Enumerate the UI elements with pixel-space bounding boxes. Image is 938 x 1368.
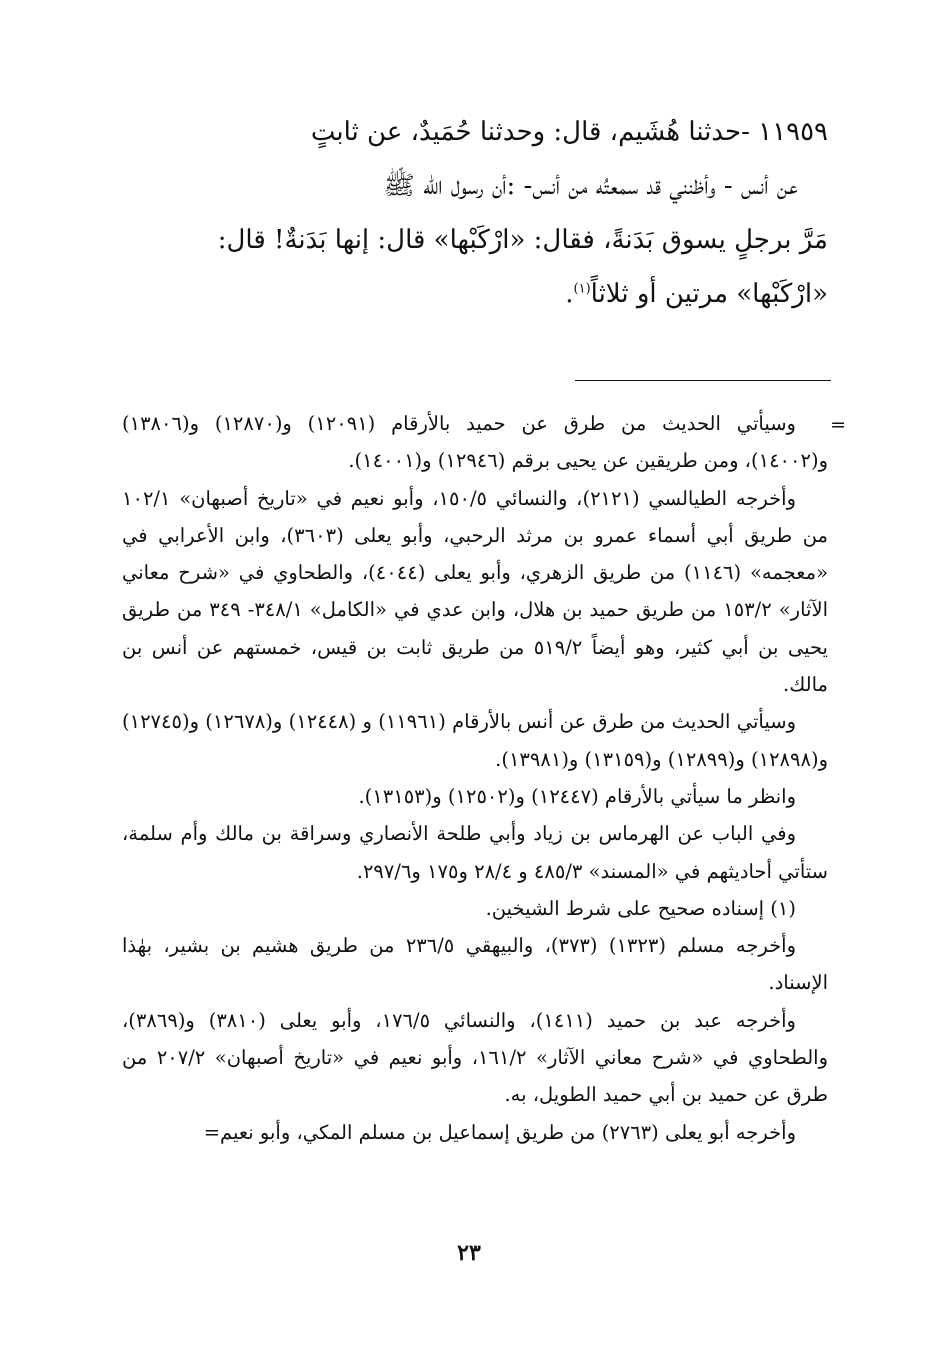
footnote-separator [575, 380, 831, 381]
hadith-line-4 [118, 267, 828, 321]
footnote-reference: (١) [573, 281, 591, 297]
footnote-paragraph: وفي الباب عن الهرماس بن زياد وأبي طلحة الأنصاري وسراقة بن مالك وأم سلمة، ستأتي أحاديثهم في «المسند» ٤٨٥/٣ و ٢٨/٤ و١٧٥ و٢٩٧/٦. [122, 822, 828, 883]
hadith-line-4-text: «ارْكَبْها» مرتين أو ثلاثاً [590, 279, 828, 309]
footnote-paragraph: وأخرجه مسلم (١٣٢٣) (٣٧٣)، والبيهقي ٢٣٦/٥ من طريق هشيم بن بشير، بهٰذا الإسناد. [122, 934, 828, 995]
hadith-end-period: . [565, 279, 574, 309]
hadith-text [118, 105, 828, 321]
footnote-paragraph: وانظر ما سيأتي بالأرقام (١٢٤٤٧) و(١٢٥٠٢) و(١٣١٥٣). [358, 784, 796, 808]
footnote-1-heading: (١) إسناده صحيح على شرط الشيخين. [485, 896, 796, 920]
hadith-line-1: ١١٩٥٩ -حدثنا هُشَيم، قال: وحدثنا حُمَيدٌ، عن ثابتٍ [310, 117, 828, 147]
footnote-paragraph: وسيأتي الحديث من طرق عن أنس بالأرقام (١١٩٦١) و (١٢٤٤٨) و(١٢٦٧٨) و(١٢٧٤٥) و(١٢٨٩٨) و(١٢٨٩٩) و(١٣١٥٩) و(١٣٩٨١). [122, 710, 828, 771]
footnote-paragraph: وأخرجه أبو يعلى (٢٧٦٣) من طريق إسماعيل بن مسلم المكي، وأبو نعيم= [203, 1120, 796, 1144]
hadith-line-3: مَرَّ برجلٍ يسوق بَدَنةً، فقال: «ارْكَبْها» قال: إنها بَدَنةٌ! قال: [217, 225, 828, 255]
footnotes [122, 405, 828, 1151]
footnote-paragraph: وأخرجه عبد بن حميد (١٤١١)، والنسائي ١٧٦/٥، وأبو يعلى (٣٨١٠) و(٣٨٦٩)، والطحاوي في «شرح معاني الآثار» ١٦١/٢، وأبو نعيم في «تاريخ أصبهان» ٢٠٧/٢ من طرق عن حميد بن أبي حميد الطويل، به. [122, 1008, 828, 1107]
hadith-line-2: عن أنس - وأظنني قد سمعتُه من أنس- :أن رسول الله ﷺ [383, 171, 798, 201]
footnote-paragraph: وسيأتي الحديث من طرق عن حميد بالأرقام (١٢٠٩١) و(١٢٨٧٠) و(١٣٨٠٦) و(١٤٠٠٢)، ومن طريقين عن يحيى برقم (١٢٩٤٦) و(١٤٠٠١). [122, 412, 828, 473]
page-number: ٢٣ [457, 1240, 481, 1266]
continuation-mark: = [830, 414, 846, 436]
footnote-paragraph: وأخرجه الطيالسي (٢١٢١)، والنسائي ١٥٠/٥، وأبو نعيم في «تاريخ أصبهان» ١٠٢/١ من طريق أبي أسماء عمرو بن مرثد الرحبي، وأبو يعلى (٣٦٠٣)، وابن الأعرابي في «معجمه» (١١٤٦) من طريق الزهري، وأبو يعلى (٤٠٤٤)، والطحاوي في «شرح معاني الآثار» ١٥٣/٢ من طريق حميد بن هلال، وابن عدي في «الكامل» ٣٤٨/١- ٣٤٩ من طريق يحيى بن أبي كثير، وهو أيضاً ٥١٩/٢ من طريق ثابت بن قيس، خمستهم عن أنس بن مالك. [122, 486, 829, 697]
